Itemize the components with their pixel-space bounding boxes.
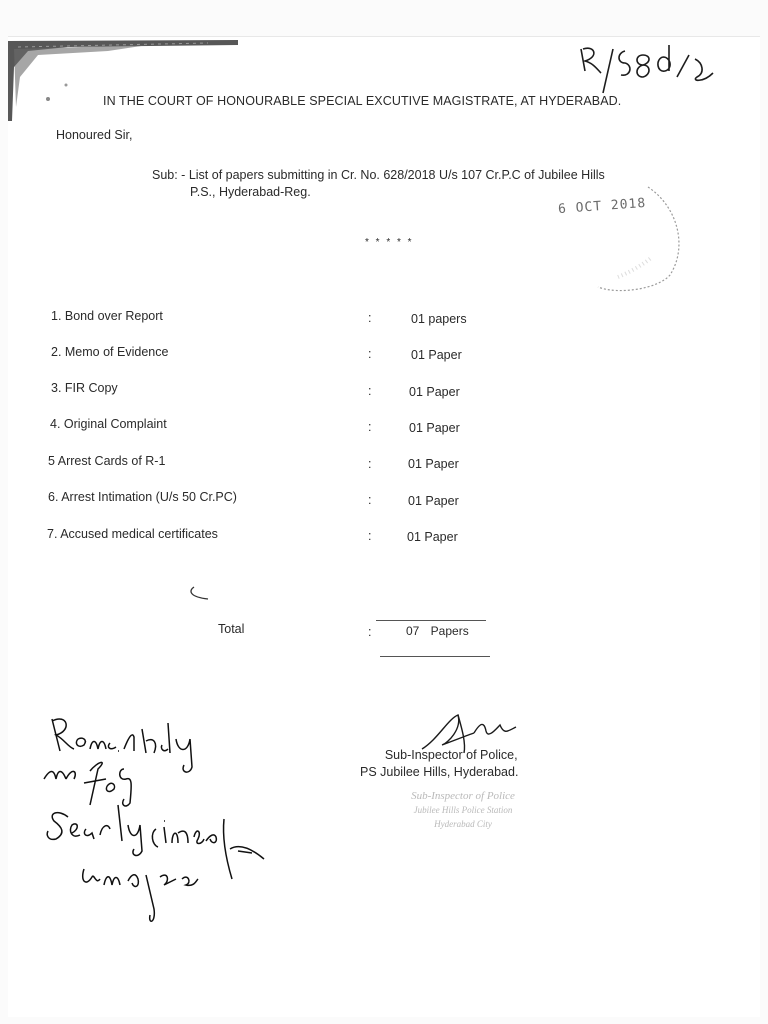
item-colon: : — [368, 384, 372, 398]
item-colon: : — [368, 311, 372, 325]
item-label: 3. FIR Copy — [51, 381, 118, 395]
total-rule-bottom — [380, 656, 490, 657]
signatory-station: PS Jubilee Hills, Hyderabad. — [360, 765, 519, 779]
item-count: 01 Paper — [408, 457, 459, 471]
subject-line-1: Sub: - List of papers submitting in Cr. No. 628/2018 U/s 107 Cr.P.C of Jubilee Hills — [152, 168, 605, 182]
subject-line-2: P.S., Hyderabad-Reg. — [190, 185, 311, 199]
office-stamp-line-2: Jubilee Hills Police Station — [413, 805, 513, 815]
item-colon: : — [368, 420, 372, 434]
total-rule-top — [376, 620, 486, 621]
item-colon: : — [368, 347, 372, 361]
total-colon: : — [368, 625, 372, 639]
total-label: Total — [218, 622, 245, 636]
signatory-block — [360, 747, 518, 781]
pen-mark — [186, 585, 216, 605]
item-count: 01 Paper — [408, 494, 459, 508]
office-stamp-line-3: Hyderabad City — [434, 819, 492, 829]
item-colon: : — [368, 457, 372, 471]
office-stamp-line-1: Sub-Inspector of Police — [411, 790, 515, 802]
item-label: 6. Arrest Intimation (U/s 50 Cr.PC) — [48, 490, 237, 504]
handwritten-note-text: Received the bond Sealed Initialed — [38, 709, 54, 710]
inward-number-handwriting — [573, 37, 733, 97]
received-stamp — [548, 177, 688, 292]
item-count: 01 Paper — [411, 348, 462, 362]
item-label: 4. Original Complaint — [50, 417, 167, 431]
handwritten-endorsement — [38, 709, 278, 929]
item-label: 7. Accused medical certificates — [47, 527, 218, 541]
court-heading: IN THE COURT OF HONOURABLE SPECIAL EXCUTIVE MAGISTRATE, AT HYDERABAD. — [103, 94, 622, 108]
document-page — [8, 36, 760, 1017]
item-label: 2. Memo of Evidence — [51, 345, 169, 359]
item-count: 01 Paper — [409, 385, 460, 399]
item-colon: : — [368, 493, 372, 507]
item-label: 5 Arrest Cards of R-1 — [48, 454, 166, 468]
salutation: Honoured Sir, — [56, 128, 133, 142]
scan-artifact — [8, 37, 238, 127]
total-value: 07 Papers — [406, 624, 469, 638]
inward-number-text: R/588/18 — [573, 37, 578, 38]
date-stamp: 6 OCT 2018 — [557, 195, 647, 218]
item-count: 01 Paper — [407, 530, 458, 544]
separator: * * * * * — [365, 237, 414, 248]
signatory-designation: Sub-Inspector of Police, — [384, 748, 518, 762]
item-label: 1. Bond over Report — [51, 309, 163, 323]
office-stamp — [368, 789, 558, 831]
item-count: 01 Paper — [409, 421, 460, 435]
item-colon: : — [368, 529, 372, 543]
item-count: 01 papers — [411, 312, 467, 326]
